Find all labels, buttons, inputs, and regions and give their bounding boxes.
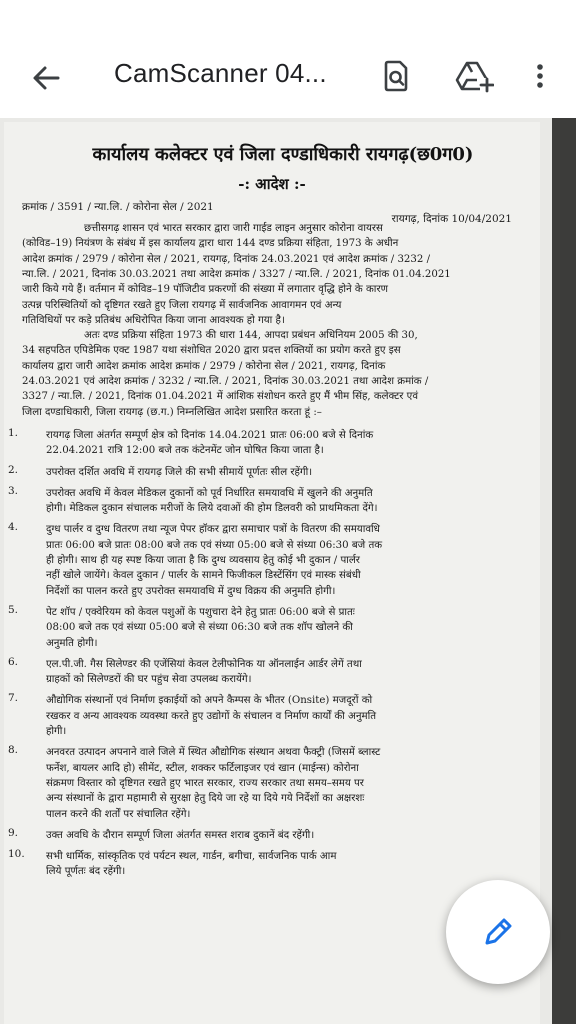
app-bar [0, 0, 576, 118]
body-line: छत्तीसगढ़ शासन एवं भारत सरकार द्वारा जारी गाईड लाइन अनुसार कोरोना वायरस [84, 223, 383, 234]
body-line: आदेश क्रमांक / 2979 / कोरोना सेल / 2021, रायगढ़, दिनांक 24.03.2021 एवं आदेश क्रमांक / 3232 / [22, 253, 431, 265]
item-line: होगी। [46, 726, 67, 737]
body-line: जारी किये गये हैं। वर्तमान में कोविड–19 पॉजिटीव प्रकरणों की संख्या में लगातार वृद्धि होने के कारण [22, 284, 388, 296]
item-line: ग्राहकों को सिलेण्डरों की घर पहुंच सेवा उपलब्ध करायेंगे। [46, 674, 252, 686]
search-document-icon[interactable] [378, 58, 414, 94]
item-line: फर्नेश, बायलर आदि हो) सीमेंट, स्टील, शक्कर फर्टिलाइजर एवं खान (माईन्स) कोरोना [46, 762, 359, 774]
item-line: निर्देशों का पालन करते हुए उपरोक्त समयावधि में दुग्ध विक्रय की अनुमति होगी। [46, 585, 336, 597]
item-line: अनुमति होगी। [46, 637, 98, 649]
order-title: -: आदेश :- [238, 175, 306, 193]
add-to-drive-icon[interactable] [454, 58, 494, 94]
more-vert-icon[interactable] [528, 58, 552, 94]
item-line: 08:00 बजे तक एवं संध्या 05:00 बजे से संध्या 06:30 बजे तक शॉप खोलने की [46, 622, 353, 634]
body-line: 3327 / न्या.लि. / 2021, दिनांक 01.04.2021 में आंशिक संशोधन करते हुए मैं भीम सिंह, कलेक्टर एवं [22, 391, 418, 403]
item-number: 6. [8, 655, 19, 668]
item-line: पालन करने की शर्तों पर संचालित रहेंगे। [46, 808, 191, 820]
order-date: रायगढ़, दिनांक 10/04/2021 [391, 213, 512, 225]
item-line: होगी। मेडिकल दुकान संचालक मरीजों के लिये दवाओं की होम डिलवरी को प्राथमिकता देंगे। [46, 503, 378, 515]
item-number: 3. [8, 484, 19, 497]
item-number: 1. [8, 426, 19, 439]
body-line: कार्यालय द्वारा जारी आदेश क्रमांक आदेश क्रमांक / 2979 / कोरोना सेल / 2021, रायगढ़, दिनांक [22, 360, 386, 372]
scan-edge [552, 118, 576, 1024]
item-line: रायगढ़ जिला अंतर्गत सम्पूर्ण क्षेत्र को दिनांक 14.04.2021 प्रातः 06:00 बजे से दिनांक [46, 429, 374, 441]
item-line: उपरोक्त दर्शित अवधि में रायगढ़ जिले की सभी सीमायें पूर्णतः सील रहेंगी। [46, 466, 313, 478]
item-line: अन्य संस्थानों के द्वारा महामारी से सुरक्षा हेतु दिये जा रहे या दिये गये निर्देशों का अक्षरशः [46, 793, 365, 805]
office-heading: कार्यालय कलेक्टर एवं जिला दण्डाधिकारी रायगढ़(छ0ग0) [92, 144, 474, 165]
body-line: (कोविड–19) नियंत्रण के संबंध में इस कार्यालय द्वारा धारा 144 दण्ड प्रक्रिया संहिता, 1973 के अधीन [22, 238, 399, 250]
edit-fab-button[interactable] [446, 880, 550, 984]
item-number: 10. [8, 848, 25, 861]
item-line: लिये पूर्णतः बंद रहेंगी। [46, 866, 126, 878]
body-line: उत्पन्न परिस्थितियों को दृष्टिगत रखते हुए जिला रायगढ़ में सार्वजनिक आवागमन एवं अन्य [22, 299, 342, 311]
item-number: 7. [8, 692, 19, 705]
reference-number: क्रमांक / 3591 / न्या.लि. / कोरोना सेल / 2021 [22, 201, 214, 213]
item-line: उक्त अवधि के दौरान सम्पूर्ण जिला अंतर्गत समस्त शराब दुकानें बंद रहेंगी। [46, 829, 315, 841]
item-number: 9. [8, 826, 19, 839]
item-line: सभी धार्मिक, सांस्कृतिक एवं पर्यटन स्थल, गार्डन, बगीचा, सार्वजनिक पार्क आम [46, 851, 337, 863]
item-line: संक्रमण विस्तार को दृष्टिगत रखते हुए भारत सरकार, राज्य सरकार तथा समय–समय पर [46, 777, 364, 789]
body-line: गतिविधियों पर कड़े प्रतिबंध अधिरोपित किया जाना आवश्यक हो गया है। [22, 314, 285, 326]
item-line: अनवरत उत्पादन अपनाने वाले जिले में स्थित औद्योगिक संस्थान अथवा फैक्ट्री (जिसमें ब्लास्ट [46, 747, 381, 759]
body-line: 24.03.2021 एवं आदेश क्रमांक / 3232 / न्या.लि. / 2021, दिनांक 30.03.2021 तथा आदेश क्रमांक / [22, 376, 429, 387]
edit-pencil-icon [480, 914, 516, 950]
item-number: 5. [8, 603, 19, 616]
document-title: CamScanner 04... [114, 58, 327, 88]
body-line: अतः दण्ड प्रक्रिया संहिता 1973 की धारा 144, आपदा प्रबंधन अधिनियम 2005 की 30, [84, 330, 418, 342]
item-line: पेट शॉप / एक्वेरियम को केवल पशुओं के पशुचारा देने हेतु प्रातः 06:00 बजे से प्रातः [46, 606, 355, 618]
item-number: 4. [8, 521, 19, 534]
item-line: नहीं खोले जायेंगे। केवल दुकान / पार्लर के सामने फिजीकल डिस्टेंसिंग एवं मास्क संबंधी [46, 570, 361, 582]
item-line: उपरोक्त अवधि में केवल मेडिकल दुकानों को पूर्व निर्धारित समयावधि में खुलने की अनुमति [46, 487, 373, 499]
back-arrow-icon[interactable] [28, 60, 64, 96]
item-line: रखकर व अन्य आवश्यक व्यवस्था करते हुए उद्योगों के संचालन व निर्माण कार्यों की अनुमति [46, 710, 377, 722]
item-line: ही होगी। साथ ही यह स्पष्ट किया जाता है कि दुग्ध व्यवसाय हेतु कोई भी दुकान / पार्लर [46, 555, 360, 566]
body-line: न्या.लि. / 2021, दिनांक 30.03.2021 तथा आदेश क्रमांक / 3327 / न्या.लि. / 2021, दिनांक 01.04.2021 [22, 268, 451, 280]
item-line: दुग्ध पार्लर व दुग्ध वितरण तथा न्यूज पेपर हॉकर द्वारा समाचार पत्रों के वितरण की समयावधि [46, 524, 380, 536]
item-number: 2. [8, 463, 19, 476]
item-line: प्रातः 06:00 बजे प्रातः 08:00 बजे तक एवं संध्या 05:00 बजे से संध्या 06:30 बजे तक [46, 539, 383, 551]
scanned-page [4, 122, 540, 1024]
item-line: औद्योगिक संस्थानों एवं निर्माण इकाईयों को अपने कैम्पस के भीतर (Onsite) मजदूरों को [46, 695, 373, 707]
body-line: जिला दण्डाधिकारी, जिला रायगढ़ (छ.ग.) निम्नलिखित आदेश प्रसारित करता हूं :– [22, 406, 322, 418]
item-line: एल.पी.जी. गैस सिलेण्डर की एजेंसियां केवल टेलीफोनिक या ऑनलाईन आर्डर लेगें तथा [46, 658, 362, 670]
body-line: 34 सहपठित एपिडेमिक एक्ट 1987 यथा संशोधित 2020 द्वारा प्रदत्त शक्तियों का प्रयोग करते हुए इस [22, 345, 401, 357]
item-number: 8. [8, 744, 19, 757]
item-line: 22.04.2021 रात्रि 12:00 बजे तक कंटेनमेंट जोन घोषित किया जाता है। [46, 445, 324, 457]
